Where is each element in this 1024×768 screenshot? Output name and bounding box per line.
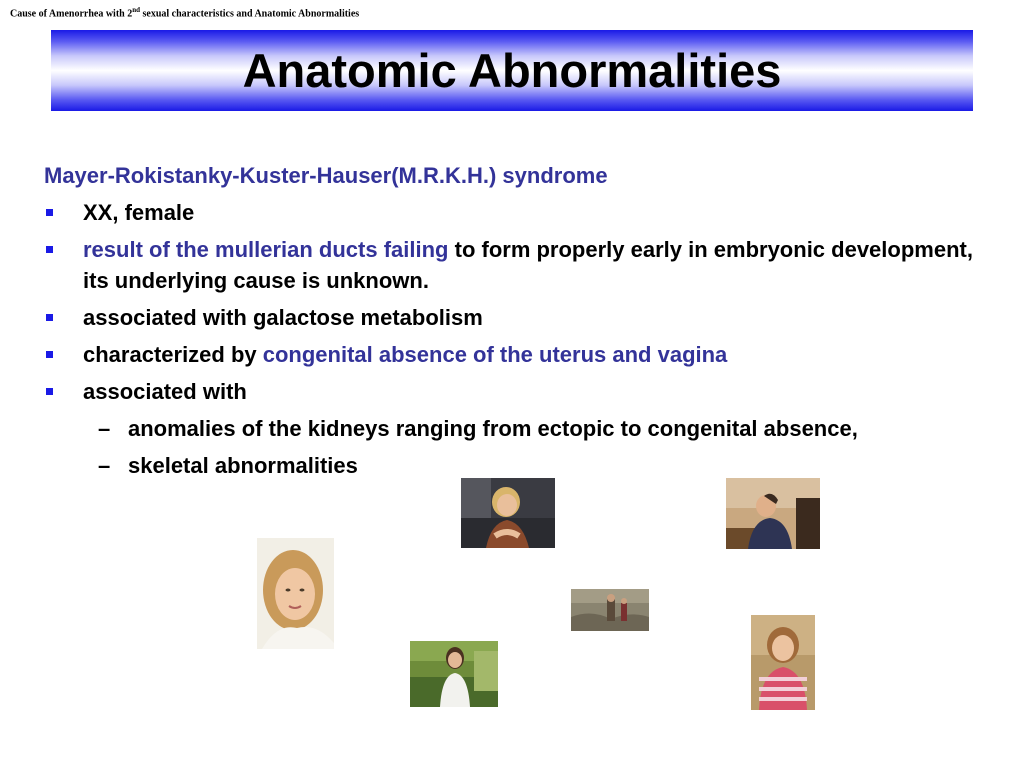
bullet-item (44, 339, 1004, 370)
photo-woman-dark-room (461, 478, 555, 548)
bullet-text: associated with (83, 379, 247, 404)
photo-person-room (726, 478, 820, 549)
sub-bullet-text: skeletal abnormalities (128, 453, 358, 478)
sub-bullet-item (83, 413, 1004, 444)
running-header (10, 6, 359, 19)
title-bar (51, 30, 973, 111)
bullet-item (44, 376, 1004, 481)
dash-bullet: – (98, 453, 111, 478)
photo-people-outdoors (571, 589, 649, 631)
square-bullet-icon (46, 246, 53, 253)
square-bullet-icon (46, 351, 53, 358)
photo-girl-blonde-portrait (257, 538, 334, 649)
bullet-item (44, 302, 1004, 333)
syndrome-heading: Mayer-Rokistanky-Kuster-Hauser(M.R.K.H.) syndrome (44, 163, 608, 188)
bullet-item (44, 234, 1004, 296)
bullet-text: to form properly early in embryonic development, its underlying cause is unknown. (83, 237, 973, 293)
square-bullet-icon (46, 314, 53, 321)
bullet-highlight: congenital absence of the uterus and vagina (262, 342, 728, 367)
photo-girl-striped-shirt (751, 615, 815, 710)
bullet-item (44, 197, 1004, 228)
bullet-text: characterized by (83, 342, 263, 367)
square-bullet-icon (46, 388, 53, 395)
slide-content (44, 160, 1004, 487)
bullet-highlight: result of the mullerian ducts failing (83, 237, 449, 262)
dash-bullet: – (98, 416, 111, 441)
running-header-text: Cause of Amenorrhea with 2 (10, 8, 133, 20)
running-header-superscript: nd (132, 6, 141, 14)
bullet-list (44, 197, 1004, 481)
sub-bullet-item (83, 450, 1004, 481)
running-header-text-rest: sexual characteristics and Anatomic Abnormalities (140, 8, 360, 20)
photo-woman-sofa (410, 641, 498, 707)
square-bullet-icon (46, 209, 53, 216)
bullet-text: associated with galactose metabolism (83, 305, 483, 330)
slide-title: Anatomic Abnormalities (242, 44, 782, 97)
bullet-text: XX, female (83, 200, 195, 225)
sub-bullet-text: anomalies of the kidneys ranging from ectopic to congenital absence, (128, 416, 858, 441)
sub-bullet-list (83, 413, 1004, 481)
